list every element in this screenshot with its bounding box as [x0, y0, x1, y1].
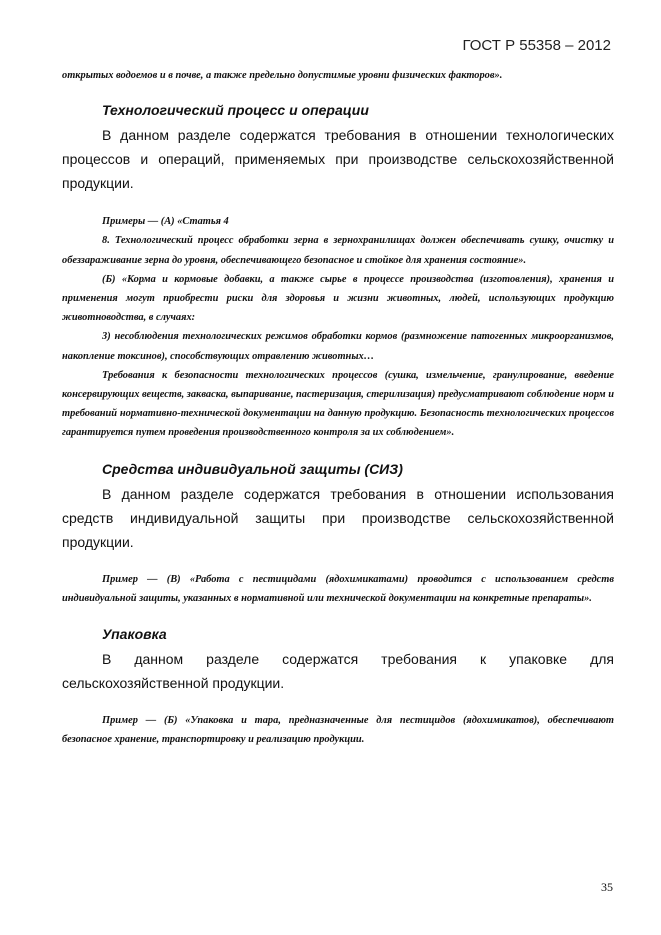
ppe-body: В данном разделе содержатся требования в отношении использования средств индивидуальной защиты при производстве сельскохозяйственной продукции.	[62, 485, 614, 550]
tech-example-label: Примеры — (А) «Статья 4	[102, 216, 229, 228]
tech-body: В данном разделе содержатся требования в отношении технологических процессов и операций, применяемых при производстве сельскохозяйственной продукции.	[62, 127, 614, 192]
tech-example-a: 8. Технологический процесс обработки зерна в зернохранилищах должен обеспечивать сушку, очистку и обеззараживание зерна до уровня, обеспечивающего безопасное и стойкое для хранения состояние».	[62, 235, 614, 266]
tech-heading: Технологический процесс и операции	[102, 102, 369, 119]
packaging-example: Пример — (Б) «Упаковка и тара, предназначенные для пестицидов (ядохимикатов), обеспечивают безопасное хранение, транспортировку и реализацию продукции.	[62, 715, 614, 746]
packaging-body: В данном разделе содержатся требования к упаковке для сельскохозяйственной продукции.	[62, 651, 614, 692]
intro-continuation: открытых водоемов и в почве, а также предельно допустимые уровни физических факторов».	[62, 70, 503, 81]
tech-example-b-requirements: Требования к безопасности технологических процессов (сушка, измельчение, гранулирование, введение консервирующих веществ, закваска, выпаривание, пастеризация, стерилизация) предусматривают соблюдение норм и требований нормативно-технической документации на данную продукцию. Безопасность технологических процессов гарантируется путем проведения производственного контроля за их соблюдением».	[62, 369, 614, 439]
tech-example-b-item: 3) несоблюдения технологических режимов обработки кормов (размножение патогенных микроорганизмов, накопление токсинов), способствующих отравлению животных…	[62, 331, 614, 362]
page-number: 35	[601, 880, 613, 894]
ppe-example: Пример — (В) «Работа с пестицидами (ядохимикатами) проводится с использованием средств индивидуальной защиты, указанных в нормативной или технической документации на конкретные препараты».	[62, 573, 614, 604]
page-content	[62, 66, 614, 749]
document-id: ГОСТ Р 55358 – 2012	[462, 37, 611, 54]
packaging-heading: Упаковка	[102, 626, 167, 643]
tech-example-b: (Б) «Корма и кормовые добавки, а также сырье в процессе производства (изготовления), хранения и применения могут приобрести риски для здоровья и жизни животных, людей, использующих продукцию животноводства, в случаях:	[62, 273, 614, 324]
ppe-heading: Средства индивидуальной защиты (СИЗ)	[102, 460, 403, 477]
